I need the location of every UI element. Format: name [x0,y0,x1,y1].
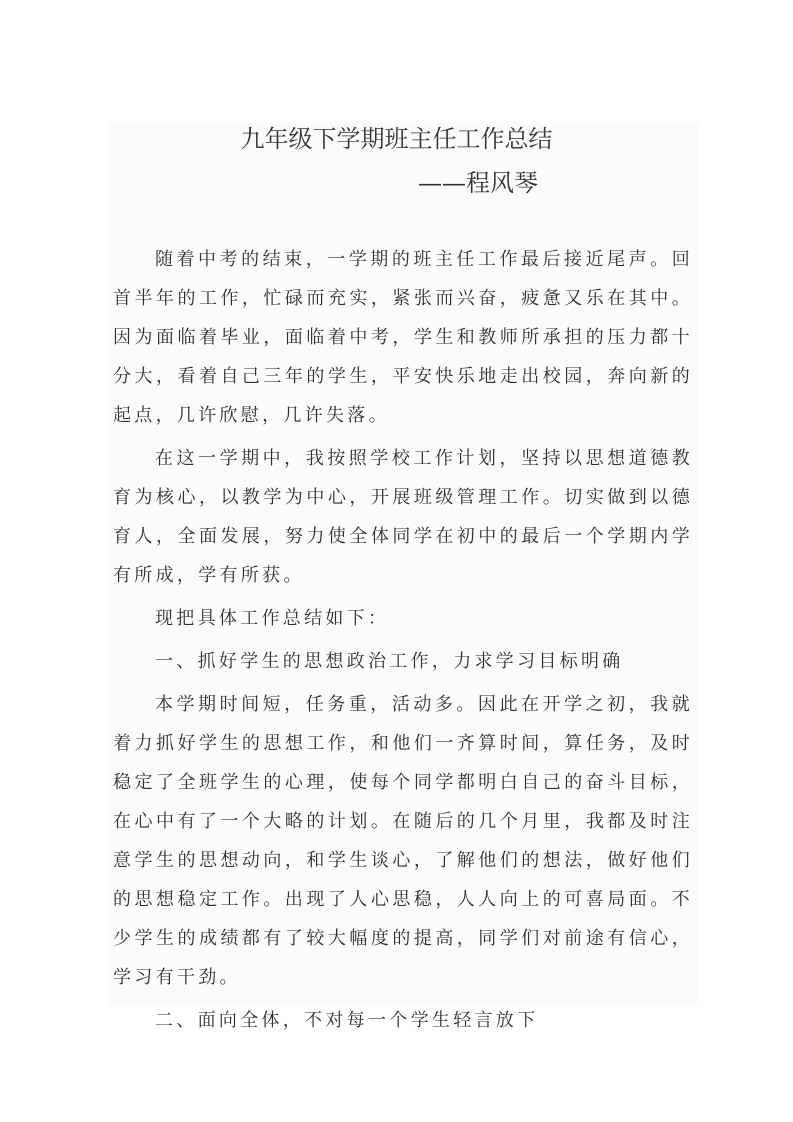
section-heading-1: 一、抓好学生的思想政治工作，力求学习目标明确 [155,651,624,672]
paragraph-plan: 在这一学期中，我按照学校工作计划，坚持以思想道德教育为核心，以教学为中心，开展班级管理工作。切实做到以德育人，全面发展，努力使全体同学在初中的最后一个学期内学有所成，学有所获。 [113,448,693,586]
paragraph-intro: 随着中考的结束，一学期的班主任工作最后接近尾声。回首半年的工作，忙碌而充实，紧张而兴奋，疲惫又乐在其中。因为面临着毕业，面临着中考，学生和教师所承担的压力都十分大，看着自己三年的学生，平安快乐地走出校园，奔向新的起点，几许欣慰，几许失落。 [113,249,693,426]
paragraph-summary-lead: 现把具体工作总结如下： [155,608,390,629]
document-body [113,240,693,1044]
section-heading-2: 二、面向全体，不对每一个学生轻言放下 [155,1010,539,1031]
document-author: ——程风琴 [418,169,538,197]
document-title: 九年级下学期班主任工作总结 [240,125,553,153]
paragraph-section-1: 本学期时间短，任务重，活动多。因此在开学之初，我就着力抓好学生的思想工作，和他们一齐算时间，算任务，及时稳定了全班学生的心理，使每个同学都明白自己的奋斗目标，在心中有了一个大略的计划。在随后的几个月里，我都及时注意学生的思想动向，和学生谈心，了解他们的想法，做好他们的思想稳定工作。出现了人心思稳，人人向上的可喜局面。不少学生的成绩都有了较大幅度的提高，同学们对前途有信心，学习有干劲。 [113,694,693,988]
